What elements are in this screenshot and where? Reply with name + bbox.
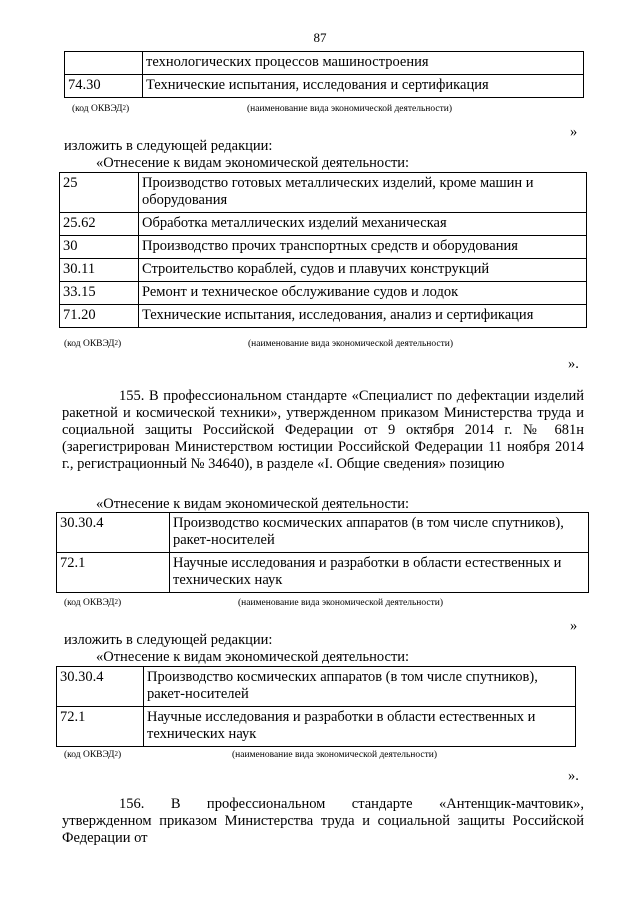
activity-name: Технические испытания, исследования и сертификация	[143, 75, 584, 98]
table-row	[57, 667, 576, 707]
okved-code: 25.62	[60, 213, 139, 236]
table-row	[60, 236, 587, 259]
table-row	[57, 553, 589, 593]
activity-name: Производство готовых металлических изделий, кроме машин и оборудования	[139, 173, 587, 213]
table-row	[57, 707, 576, 747]
caption-code	[72, 104, 129, 115]
okved-code: 25	[60, 173, 139, 213]
okved-table-old	[56, 512, 589, 593]
replace-instruction: изложить в следующей редакции:	[64, 138, 273, 154]
okved-code: 30	[60, 236, 139, 259]
okved-code: 33.15	[60, 282, 139, 305]
activity-name: Научные исследования и разработки в области естественных и технических наук	[170, 553, 589, 593]
table-row	[60, 173, 587, 213]
paragraph-155	[62, 388, 584, 473]
caption-code	[64, 339, 121, 350]
page-number: 87	[313, 30, 327, 45]
caption-code-text: (код ОКВЭД	[64, 750, 115, 760]
caption-name: (наименование вида экономической деятельности)	[232, 750, 437, 760]
quote-close: »	[570, 618, 578, 634]
okved-table-new	[56, 666, 576, 747]
activity-name: Строительство кораблей, судов и плавучих конструкций	[139, 259, 587, 282]
activity-name: Производство космических аппаратов (в том числе спутников), ракет-носителей	[170, 513, 589, 553]
relation-heading: «Отнесение к видам экономической деятельности:	[96, 649, 410, 665]
caption-code-close: )	[117, 598, 122, 608]
caption-code-text: (код ОКВЭД	[64, 598, 115, 608]
paragraph-155-text: 155. В профессиональном стандарте «Специалист по дефектации изделий ракетной и космической техники», утвержденном приказом Министерства труда и социальной защиты Российской Федерации от 9 октября 2014 г. № 681н (зарегистрирован Министерством юстиции Российской Федерации 11 ноября 2014 г., регистрационный № 34640), в разделе «I. Общие сведения» позицию	[62, 388, 584, 472]
activity-name: технологических процессов машиностроения	[143, 52, 584, 75]
caption-code	[64, 598, 121, 609]
caption-name: (наименование вида экономической деятельности)	[248, 339, 453, 349]
quote-close: ».	[568, 356, 579, 372]
activity-name: Производство прочих транспортных средств и оборудования	[139, 236, 587, 259]
table-row	[60, 213, 587, 236]
relation-heading: «Отнесение к видам экономической деятельности:	[96, 496, 410, 512]
quote-close: »	[570, 124, 578, 140]
caption-code	[64, 750, 121, 761]
quote-close: ».	[568, 768, 579, 784]
table-row	[60, 305, 587, 328]
activity-name: Обработка металлических изделий механическая	[139, 213, 587, 236]
activity-name: Научные исследования и разработки в области естественных и технических наук	[144, 707, 576, 747]
paragraph-156-text: 156. В профессиональном стандарте «Антенщик-мачтовик», утвержденном приказом Министерства труда и социальной защиты Российской Федерации от	[62, 796, 584, 846]
table-row	[60, 259, 587, 282]
caption-name: (наименование вида экономической деятельности)	[238, 598, 443, 608]
okved-table-original-tail	[64, 51, 584, 98]
okved-code: 30.30.4	[57, 513, 170, 553]
footnote-ref: 2	[114, 339, 118, 347]
caption-code-close: )	[125, 104, 130, 114]
footnote-ref: 2	[114, 598, 118, 606]
caption-code-close: )	[117, 339, 122, 349]
replace-instruction: изложить в следующей редакции:	[64, 632, 273, 648]
caption-code-close: )	[117, 750, 122, 760]
caption-code-text: (код ОКВЭД	[64, 339, 115, 349]
okved-code: 30.30.4	[57, 667, 144, 707]
table-row	[60, 282, 587, 305]
okved-code: 72.1	[57, 707, 144, 747]
activity-name: Производство космических аппаратов (в том числе спутников), ракет-носителей	[144, 667, 576, 707]
paragraph-156	[62, 796, 584, 847]
footnote-ref: 2	[114, 750, 118, 758]
table-row	[65, 52, 584, 75]
table-row	[65, 75, 584, 98]
okved-code: 74.30	[65, 75, 143, 98]
okved-code: 30.11	[60, 259, 139, 282]
okved-table-new	[59, 172, 587, 328]
footnote-ref: 2	[122, 104, 126, 112]
activity-name: Ремонт и техническое обслуживание судов и лодок	[139, 282, 587, 305]
relation-heading: «Отнесение к видам экономической деятельности:	[96, 155, 410, 171]
okved-code	[65, 52, 143, 75]
activity-name: Технические испытания, исследования, анализ и сертификация	[139, 305, 587, 328]
caption-code-text: (код ОКВЭД	[72, 104, 123, 114]
caption-name: (наименование вида экономической деятельности)	[247, 104, 452, 114]
okved-code: 72.1	[57, 553, 170, 593]
table-row	[57, 513, 589, 553]
okved-code: 71.20	[60, 305, 139, 328]
